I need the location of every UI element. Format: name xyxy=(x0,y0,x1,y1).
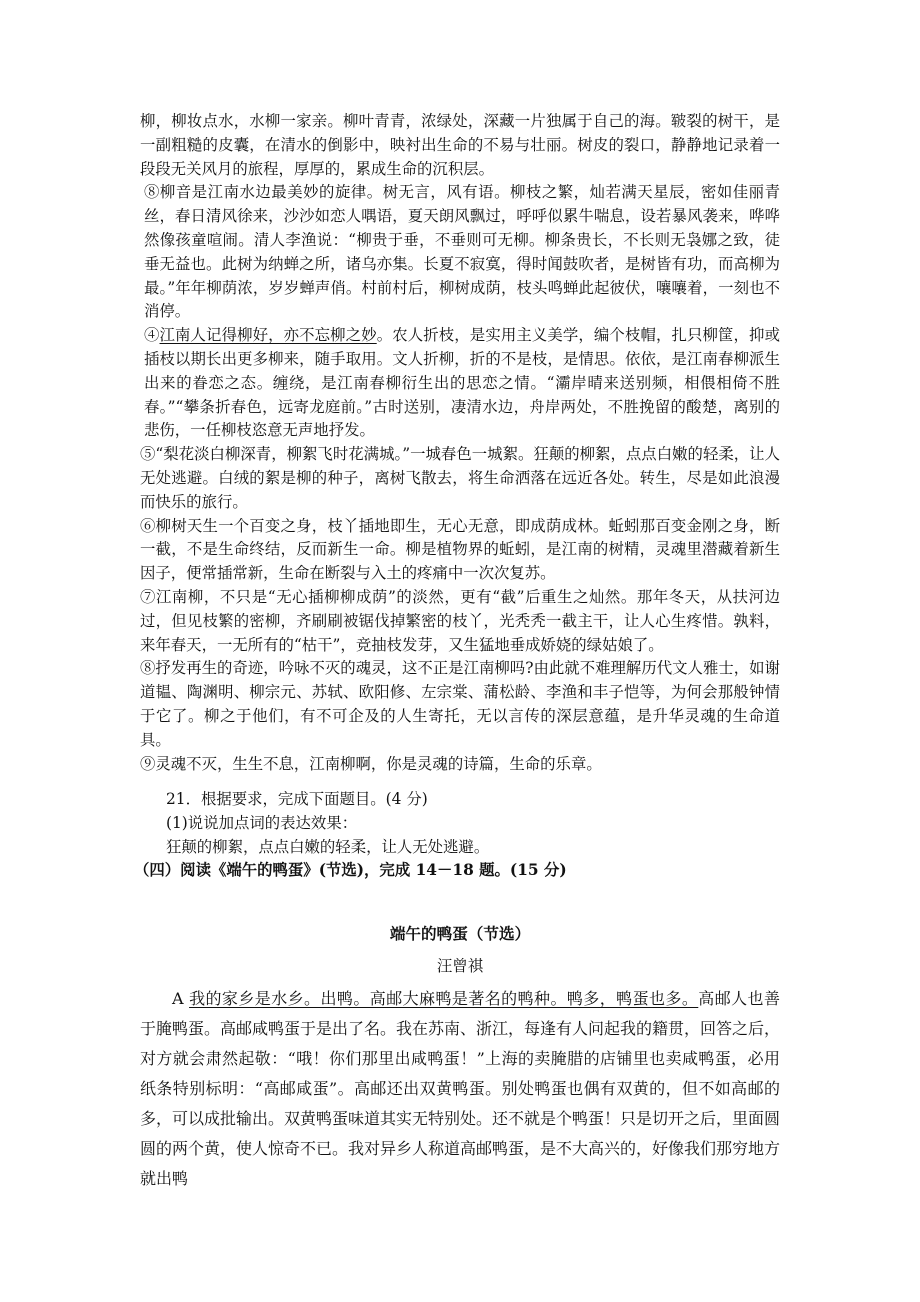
paragraph-6: ⑥柳树天生一个百变之身，枝丫插地即生，无心无意，即成荫成林。蚯蚓那百变金刚之身，断一截，不是生命终结，反而新生一命。柳是植物界的蚯蚓，是江南的树精，灵魂里潜藏着新生因子，便常插常新，生命在断裂与入土的疼痛中一次次复苏。 xyxy=(140,516,780,583)
article-paragraph-a xyxy=(140,984,780,1194)
article-rest: 高邮人也善于腌鸭蛋。高邮咸鸭蛋于是出了名。我在苏南、浙江，每逢有人问起我的籍贯，回答之后，对方就会肃然起敬：“哦！你们那里出咸鸭蛋！”上海的卖腌腊的店铺里也卖咸鸭蛋，必用纸条特别标明：“高邮咸蛋”。高邮还出双黄鸭蛋。别处鸭蛋也偶有双黄的，但不如高邮的多，可以成批输出。双黄鸭蛋味道其实无特别处。还不就是个鸭蛋！只是切开之后，里面圆圆的两个黄，使人惊奇不已。我对异乡人称道高邮鸭蛋，是不大高兴的，好像我们那穷地方就出鸭 xyxy=(140,989,781,1188)
article-body xyxy=(140,984,780,1194)
paragraph-4-rest: 。农人折枝，是实用主义美学，编个枝帽，扎只柳筐，抑或插枝以期长出更多柳来，随手取用。文人折柳，折的不是枝，是情思。依依，是江南春柳派生出来的眷恋之态。缠绕，是江南春柳衍生出的思恋之情。“灞岸晴来送别频，相偎相倚不胜春。”“攀条折春色，远寄龙庭前。”古时送别，凄清水边，舟岸两处，不胜挽留的酸楚，离别的悲伤，一任柳枝恣意无声地抒发。 xyxy=(144,326,780,440)
paragraph-4 xyxy=(140,324,780,443)
article-label-a: A xyxy=(172,989,190,1008)
paragraph-intro: 柳，柳妆点水，水柳一家亲。柳叶青青，浓绿处，深藏一片独属于自己的海。皲裂的树干，是一副粗糙的皮囊，在清水的倒影中，映衬出生命的不易与壮丽。树皮的裂口，静静地记录着一段段无关风月的旅程，厚厚的，累成生命的沉积层。 xyxy=(140,112,780,178)
article-title: 端午的鸭蛋（节选） xyxy=(389,924,531,943)
paragraph-4-marker: ④ xyxy=(144,326,160,345)
paragraph-9: ⑨灵魂不灭，生生不息，江南柳啊，你是灵魂的诗篇，生命的乐章。 xyxy=(140,754,602,773)
article-author: 汪曾祺 xyxy=(436,957,484,975)
question-21: 21．根据要求，完成下面题目。(4 分) xyxy=(166,790,428,808)
paragraph-5: ⑤“梨花淡白柳深青，柳絮飞时花满城。”一城春色一城絮。狂颠的柳絮，点点白嫩的轻柔，让人无处逃避。白绒的絮是柳的种子，离树飞散去，将生命洒落在远近各处。转生，尽是如此浪漫而快乐的旅行。 xyxy=(140,445,780,511)
question-block xyxy=(134,788,780,883)
paragraph-3: ⑧柳音是江南水边最美妙的旋律。树无言，风有语。柳枝之繁，灿若满天星辰，密如佳丽青丝，春日清风徐来，沙沙如恋人喁语，夏天朗风飘过，呼呼似累牛喘息，设若暴风袭来，哗哗然像孩童喧闹。清人李渔说：“柳贵于垂，不垂则可无柳。柳条贵长，不长则无袅娜之致，徒垂无益也。此树为纳蝉之所，诸乌亦集。长夏不寂寞，得时闻鼓吹者，是树皆有功，而高柳为最。”年年柳荫浓，岁岁蝉声俏。村前村后，柳树成荫，枝头鸣蝉此起彼伏，嚷嚷着，一刻也不消停。 xyxy=(144,183,780,321)
paragraph-8: ⑧抒发再生的奇迹，吟咏不灭的魂灵，这不正是江南柳吗?由此就不难理解历代文人雅士，如谢道韫、陶渊明、柳宗元、苏轼、欧阳修、左宗棠、蒲松龄、李渔和丰子恺等，为何会那般钟情于它了。柳之于他们，有不可企及的人生寄托，无以言传的深层意蕴，是升华灵魂的生命道具。 xyxy=(140,659,780,749)
paragraph-4-underlined: 江南人记得柳好，亦不忘柳之妙 xyxy=(159,326,377,345)
passage-willow xyxy=(140,110,780,776)
article-underlined: 我的家乡是水乡。出鸭。高邮大麻鸭是著名的鸭种。鸭多，鸭蛋也多。 xyxy=(189,989,699,1008)
question-21-sub1: (1)说说加点词的表达效果： xyxy=(166,813,358,832)
question-21-quote: 狂颠的柳絮，点点白嫩的轻柔，让人无处逃避。 xyxy=(166,837,490,856)
paragraph-7: ⑦江南柳，不只是“无心插柳柳成荫”的淡然，更有“截”后重生之灿然。那年冬天，从扶河边过，但见枝繁的密柳，齐刷刷被锯伐掉繁密的枝丫，光秃秃一截主干，让人心生疼惜。孰料，来年春天，一无所有的“枯干”，竞抽枝发芽，又生猛地垂成娇娆的绿姑娘了。 xyxy=(140,587,780,654)
section-heading: （四）阅读《端午的鸭蛋》(节选)，完成 14－18 题。(15 分) xyxy=(134,861,567,880)
